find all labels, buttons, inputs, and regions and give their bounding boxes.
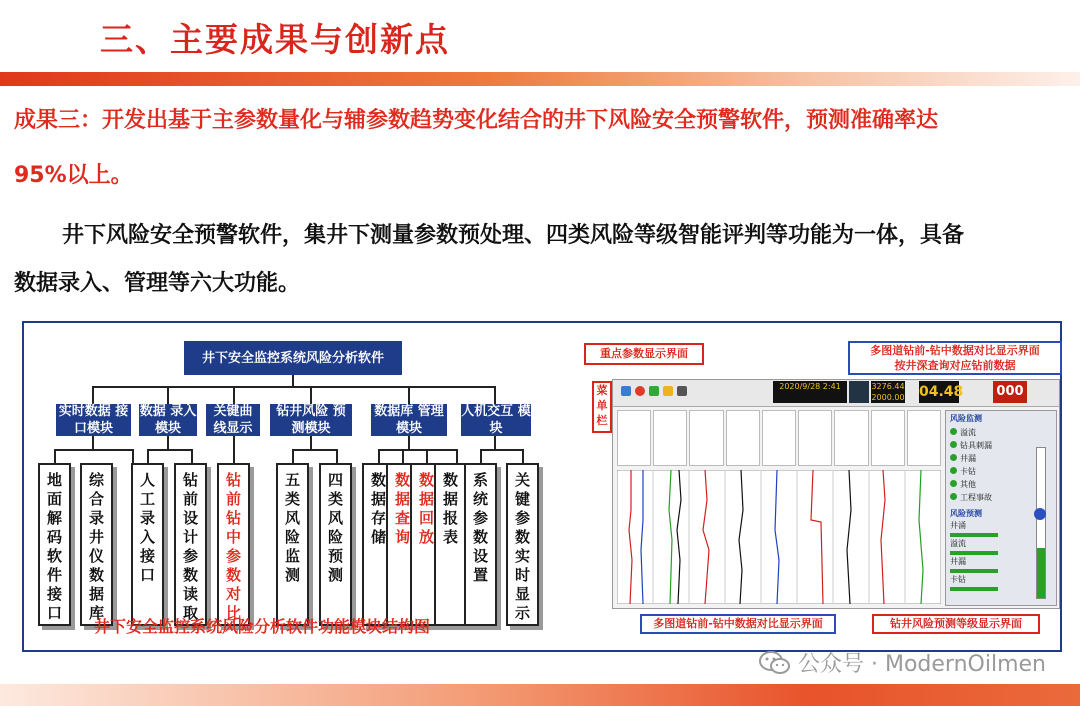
callout-key-params: 重点参数显示界面 — [584, 343, 704, 365]
module-data-entry: 数据 录入模块 — [139, 404, 197, 436]
diagram-caption: 井下安全监控系统风险分析软件功能模块结构图 — [94, 617, 431, 636]
depth-slider[interactable] — [1036, 447, 1046, 599]
counter-display: 000 — [993, 381, 1027, 403]
diagram-root: 井下安全监控系统风险分析软件 — [184, 341, 402, 375]
toolbar-icon-5[interactable] — [677, 386, 687, 396]
leaf-data-playback: 数据回放 — [410, 463, 443, 626]
callout-menu: 菜 单 栏 — [592, 381, 612, 433]
risk-item: 工程事故 — [950, 491, 1056, 504]
toolbar-icon-2[interactable] — [635, 386, 645, 396]
leaf-data-query: 数据查询 — [386, 463, 419, 626]
value-display: 04.48 — [919, 381, 959, 403]
risk-item: 钻具刺漏 — [950, 439, 1056, 452]
body-line-1: 井下风险安全预警软件，集井下测量参数预处理、四类风险等级智能评判等功能为一体，具备 — [62, 223, 965, 248]
module-risk-prediction: 钻井风险 预测模块 — [270, 404, 352, 436]
callout-multichannel-top: 多图道钻前-钻中数据对比显示界面 按井深查询对应钻前数据 — [848, 341, 1062, 375]
watermark — [758, 647, 1046, 678]
risk-panel — [945, 410, 1057, 606]
datetime-display: 2020/9/28 2:41 — [773, 381, 847, 403]
leaf-system-param-settings: 系统参数设置 — [464, 463, 497, 626]
leaf-predrill-param-interface: 钻前设计参数读取 — [174, 463, 207, 626]
predict-item: 井涌 — [950, 519, 1056, 537]
page-title: 三、主要成果与创新点 — [100, 20, 450, 59]
achievement-line-2: 95%以上。 — [14, 163, 133, 188]
watermark-text: 公众号 · ModernOilmen — [798, 652, 1046, 677]
toolbar-icon-3[interactable] — [649, 386, 659, 396]
body-line-2: 数据录入、管理等六大功能。 — [14, 271, 301, 296]
risk-panel-title: 风险监测 — [950, 414, 982, 423]
curve-tracks — [617, 470, 941, 604]
leaf-data-storage: 数据存储 — [362, 463, 395, 626]
module-database-management: 数据库 管理模块 — [371, 404, 447, 436]
software-screenshot-figure — [584, 323, 1062, 652]
depth-b: 2000.00 — [871, 393, 905, 402]
callout-risk-level: 钻井风险预测等级显示界面 — [872, 614, 1040, 634]
leaf-mudlogging-db-interface: 综合录井仪数据库 — [80, 463, 113, 626]
leaf-five-risk-monitor: 五类风险监测 — [276, 463, 309, 626]
title-underline-bar — [0, 72, 1080, 86]
leaf-four-risk-predict: 四类风险预测 — [319, 463, 352, 626]
predict-item: 卡钻 — [950, 573, 1056, 591]
software-toolbar — [613, 380, 1059, 407]
risk-item: 卡钻 — [950, 465, 1056, 478]
predict-item: 井漏 — [950, 555, 1056, 573]
module-hmi: 人机交互 模块 — [461, 404, 531, 436]
risk-item: 其他 — [950, 478, 1056, 491]
leaf-data-report: 数据报表 — [434, 463, 467, 626]
module-realtime-interface: 实时数据 接口模块 — [56, 404, 131, 436]
toolbar-icon-1[interactable] — [621, 386, 631, 396]
module-structure-diagram — [24, 323, 584, 652]
toolbar-icon-4[interactable] — [663, 386, 673, 396]
software-window — [612, 379, 1060, 609]
key-param-header-row — [617, 410, 941, 466]
risk-predict-title: 风险预测 — [950, 509, 982, 518]
callout-multichannel-bottom: 多图道钻前-钻中数据对比显示界面 — [640, 614, 836, 634]
risk-item: 井漏 — [950, 452, 1056, 465]
module-key-curve-display: 关键曲 线显示 — [206, 404, 260, 436]
leaf-surface-decode-interface: 地面解码软件接口 — [38, 463, 71, 626]
risk-item: 溢流 — [950, 426, 1056, 439]
leaf-manual-entry-interface: 人工录入接口 — [131, 463, 164, 626]
predict-item: 溢流 — [950, 537, 1056, 555]
depth-display — [871, 381, 905, 403]
achievement-line-1: 成果三：开发出基于主参数量化与辅参数趋势变化结合的井下风险安全预警软件，预测准确率达 — [14, 108, 939, 133]
bottom-accent-bar — [0, 684, 1080, 706]
leaf-key-param-realtime: 关键参数实时显示 — [506, 463, 539, 626]
leaf-predrill-drilling-compare: 钻前钻中参数对比 — [217, 463, 250, 626]
wechat-icon — [758, 650, 792, 676]
depth-a: 3276.44 — [871, 382, 905, 391]
figure-frame — [22, 321, 1062, 652]
